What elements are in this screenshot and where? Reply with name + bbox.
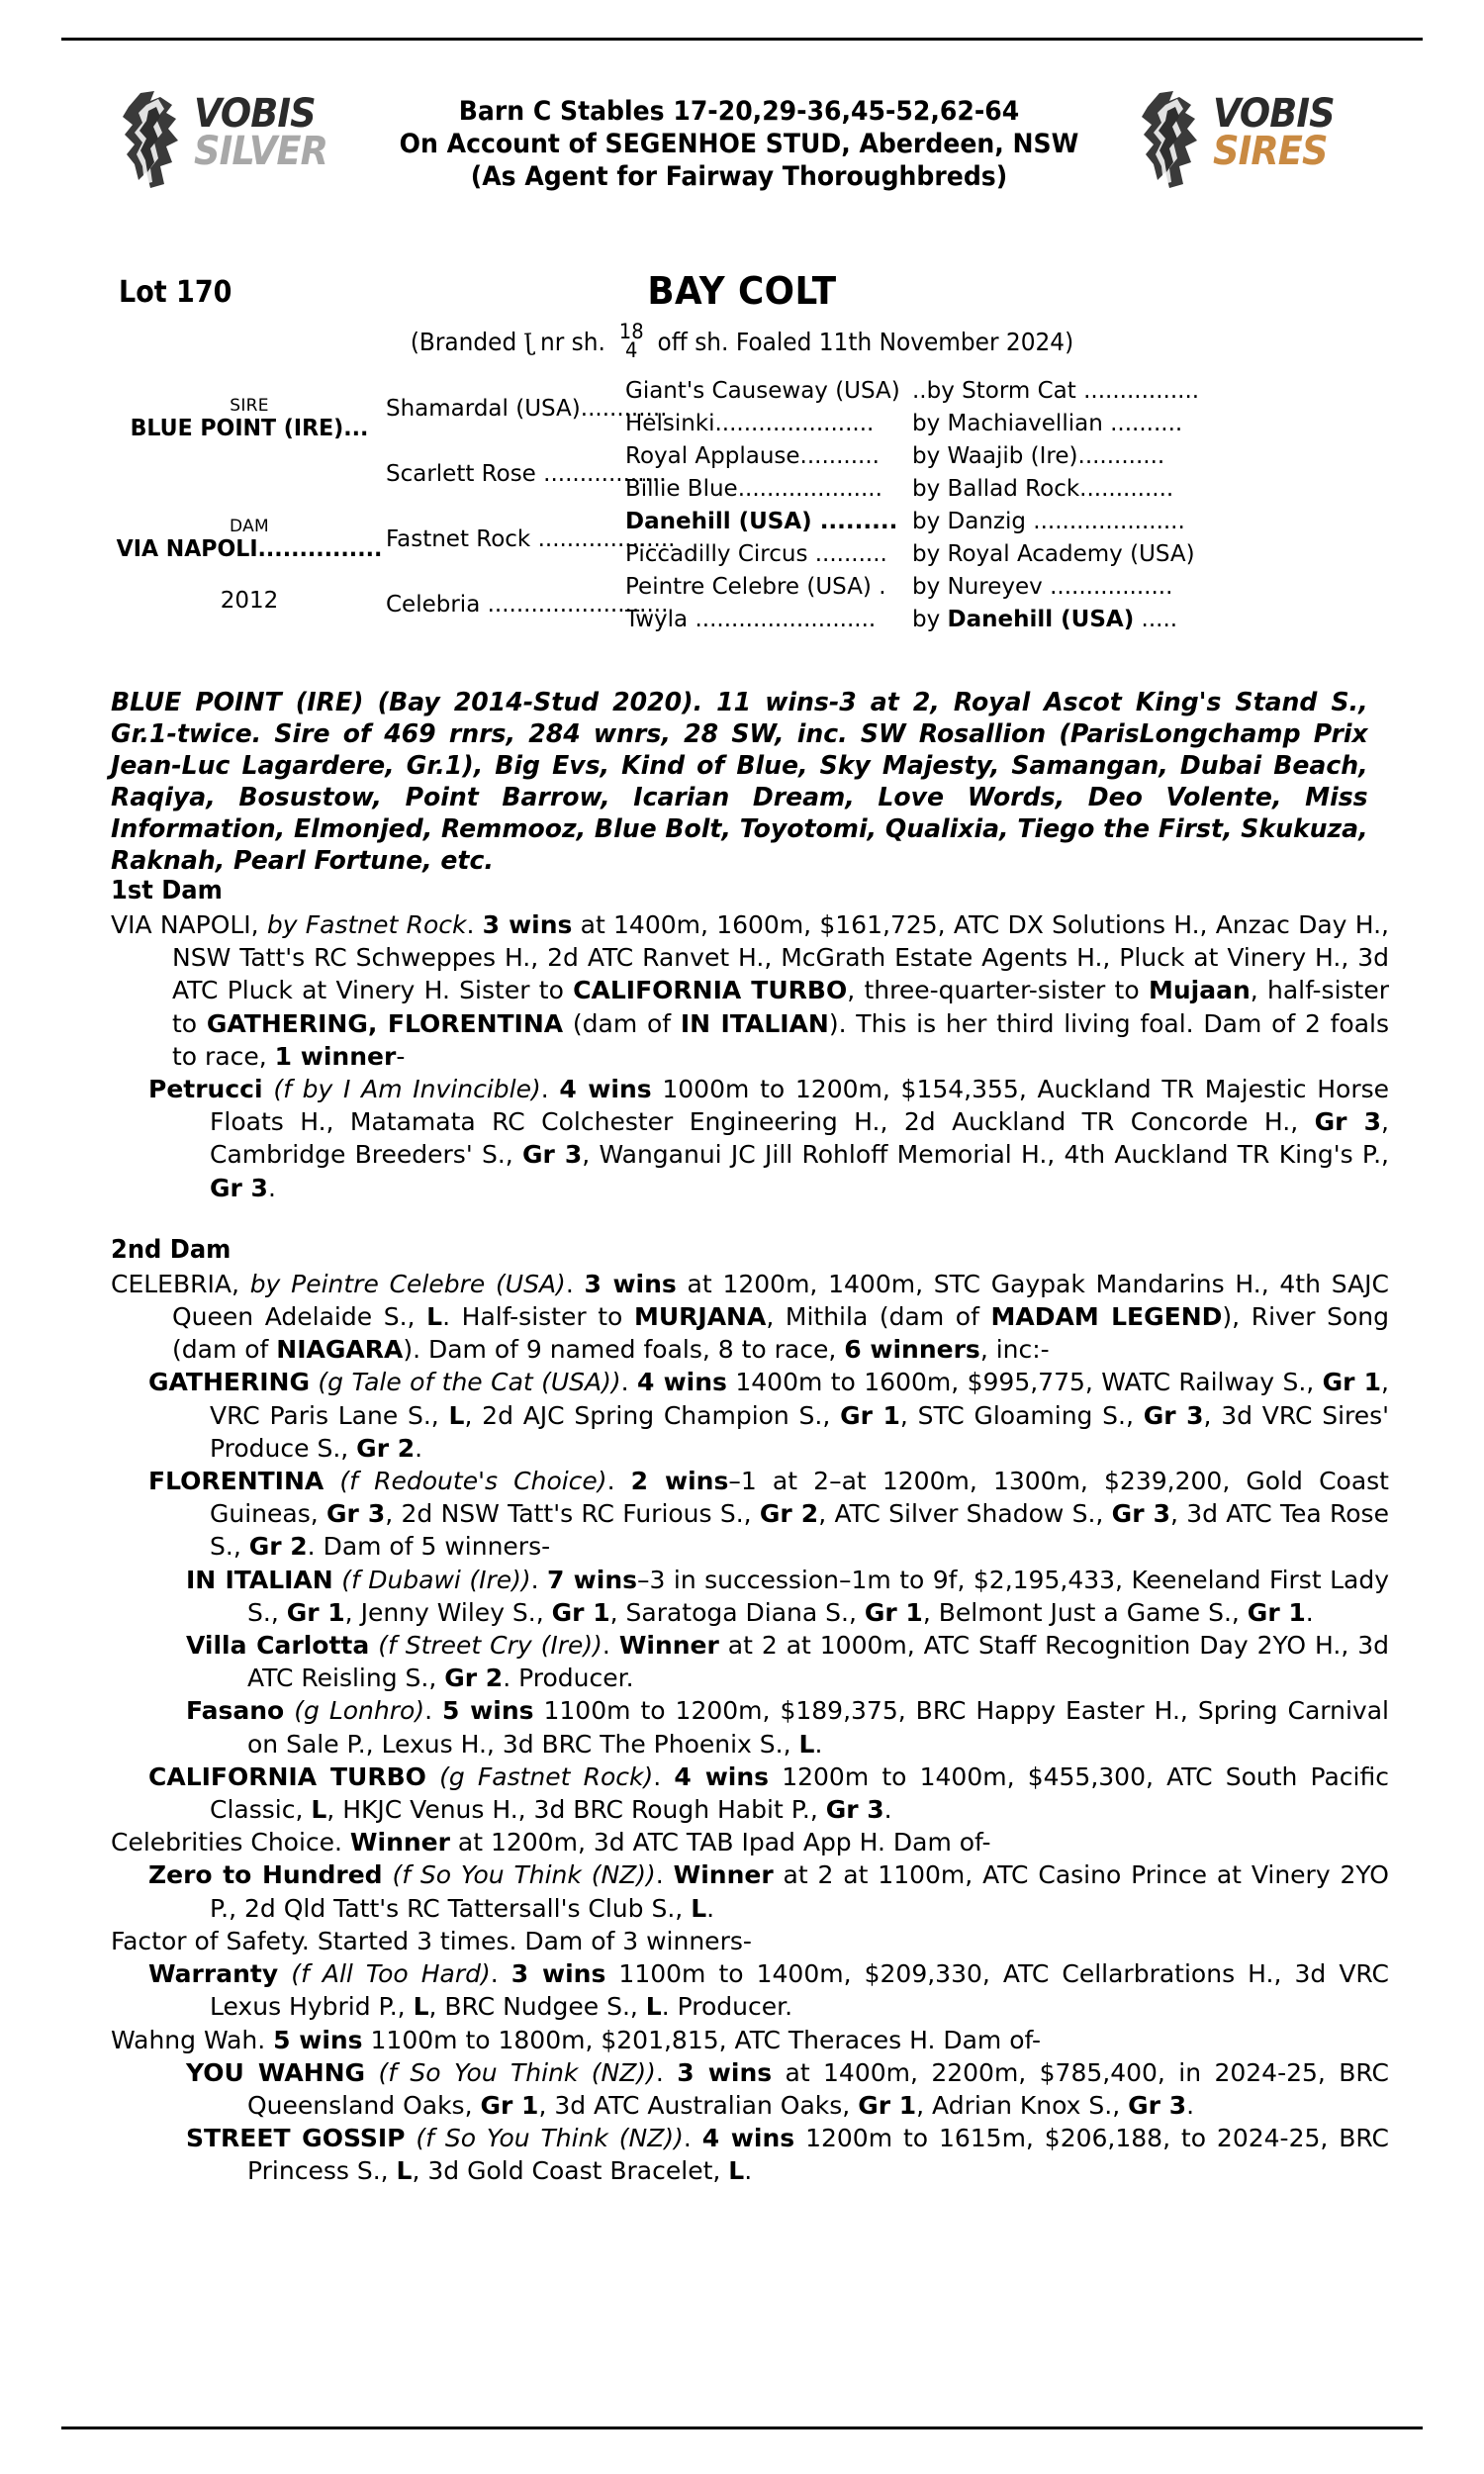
gggp-row: by Royal Academy (USA) xyxy=(912,541,1195,567)
ggp-row: Billie Blue.................... xyxy=(625,476,882,502)
vobis-sires-logo xyxy=(1140,87,1352,196)
entry-petrucci: Petrucci (f by I Am Invincible). 4 wins 1000m to 1200m, $154,355, Auckland TR Majestic Horse Floats H., Matamata RC Colchester Engineering H., 2d Auckland TR Concorde H., Gr 3, Cambridge Breeders' S., Gr 3, Wanganui JC Jill Rohloff Memorial H., 4th Auckland TR King's P., Gr 3. xyxy=(148,1075,1390,1202)
gggp-row: by Ballad Rock............. xyxy=(912,476,1174,502)
page-title: BAY COLT xyxy=(647,269,837,313)
vobis-horse-icon xyxy=(1140,89,1213,192)
entry-fasano: Fasano (g Lonhro). 5 wins 1100m to 1200m, $189,375, BRC Happy Easter H., Spring Carnival on Sale P., Lexus H., 3d BRC The Phoenix S., L. xyxy=(186,1696,1389,1759)
gggp-row: by Machiavellian .......... xyxy=(912,411,1183,436)
dam-name: VIA NAPOLI............... xyxy=(116,536,383,562)
gp-row: Celebria ......................... xyxy=(386,592,669,618)
consignor-header xyxy=(366,95,1111,193)
ggp-row: Royal Applause........... xyxy=(625,443,880,469)
vobis-sires-wordmark xyxy=(1213,91,1351,174)
brand-numerator: 18 xyxy=(618,320,644,343)
pedigree-table xyxy=(111,378,1387,632)
sire-cell xyxy=(111,396,388,441)
barn-line: Barn C Stables 17-20,29-36,45-52,62-64 xyxy=(458,96,1020,127)
vobis-word: VOBIS xyxy=(1213,91,1335,137)
ggp-row: Peintre Celebre (USA) . xyxy=(625,574,886,600)
entry-street-gossip: STREET GOSSIP (f So You Think (NZ)). 4 wins 1200m to 1615m, $206,188, to 2024-25, BRC Princess S., L, 3d Gold Coast Bracelet, L. xyxy=(186,2124,1389,2186)
branding-line xyxy=(109,320,1375,362)
vobis-silver-logo xyxy=(121,87,333,196)
gggp-row: by Nureyev ................. xyxy=(912,574,1173,600)
vobis-silver-wordmark xyxy=(194,91,332,174)
brand-prefix: (Branded xyxy=(410,328,517,356)
gp-row: Scarlett Rose ................. xyxy=(386,461,667,487)
brand-nearside: nr sh. xyxy=(539,328,605,356)
gggp-row: by Waajib (Ire)............ xyxy=(912,443,1165,469)
entry-factor-of-safety: Factor of Safety. Started 3 times. Dam of 3 winners- xyxy=(111,1926,752,1955)
silver-word: SILVER xyxy=(194,129,328,174)
ggp-row: Giant's Causeway (USA) xyxy=(625,378,900,404)
bottom-divider xyxy=(61,2426,1423,2429)
entry-celebria: CELEBRIA, by Peintre Celebre (USA). 3 wins at 1200m, 1400m, STC Gaypak Mandarins H., 4th SAJC Queen Adelaide S., L. Half-sister to MURJANA, Mithila (dam of MADAM LEGEND), River Song (dam of NIAGARA). Dam of 9 named foals, 8 to race, 6 winners, inc:- xyxy=(111,1269,1389,1365)
entry-warranty: Warranty (f All Too Hard). 3 wins 1100m to 1400m, $209,330, ATC Cellarbrations H., 3d VRC Lexus Hybrid P., L, BRC Nudgee S., L. Producer. xyxy=(148,1959,1389,2022)
sire-name: BLUE POINT (IRE)... xyxy=(130,416,369,441)
section-spacer xyxy=(111,1204,1389,1230)
gggp-row: by Danzig ..................... xyxy=(912,509,1185,534)
agent-line: (As Agent for Fairway Thoroughbreds) xyxy=(470,161,1008,192)
sire-summary: BLUE POINT (IRE) (Bay 2014-Stud 2020). 11 wins-3 at 2, Royal Ascot King's Stand S., Gr.1-twice. Sire of 469 rnrs, 284 wnrs, 28 SW, inc. SW Rosallion (ParisLongchamp Prix Jean-Luc Lagardere, Gr.1), Big Evs, Kind of Blue, Sky Majesty, Samangan, Dubai Beach, Raqiya, Bosustow, Point Barrow, Icarian Dream, Love Words, Deo Volente, Miss Information, Elmonjed, Remmooz, Blue Bolt, Toyotomi, Qualixia, Tiego the First, Skukuza, Raknah, Pearl Fortune, etc. xyxy=(111,688,1368,876)
ggp-row: Helsinki...................... xyxy=(625,411,875,436)
ggp-row: Piccadilly Circus .......... xyxy=(625,541,887,567)
dam-year: 2012 xyxy=(220,588,279,614)
gggp-row: ..by Storm Cat ................ xyxy=(912,378,1200,404)
entry-celebrities-choice: Celebrities Choice. Winner at 1200m, 3d ATC TAB Ipad App H. Dam of- xyxy=(111,1828,991,1857)
brand-fraction xyxy=(618,320,644,362)
lot-number: Lot 170 xyxy=(119,275,232,310)
ggp-row: Danehill (USA) ......... xyxy=(625,509,898,534)
entry-in-italian: IN ITALIAN (f Dubawi (Ire)). 7 wins–3 in succession–1m to 9f, $2,195,433, Keeneland First Lady S., Gr 1, Jenny Wiley S., Gr 1, Saratoga Diana S., Gr 1, Belmont Just a Game S., Gr 1. xyxy=(186,1565,1389,1627)
entry-wahng-wah: Wahng Wah. 5 wins 1100m to 1800m, $201,815, ATC Theraces H. Dam of- xyxy=(111,2025,1041,2054)
entry-via-napoli: VIA NAPOLI, by Fastnet Rock. 3 wins at 1400m, 1600m, $161,725, ATC DX Solutions H., Anzac Day H., NSW Tatt's RC Schweppes H., 2d ATC Ranvet H., McGrath Estate Agents H., Pluck at Vinery H., 3d ATC Pluck at Vinery H. Sister to CALIFORNIA TURBO, three-quarter-sister to Mujaan, half-sister to GATHERING, FLORENTINA (dam of IN ITALIAN). This is her third living foal. Dam of 2 foals to race, 1 winner- xyxy=(111,910,1390,1071)
account-line: On Account of SEGENHOE STUD, Aberdeen, NSW xyxy=(399,129,1079,159)
gp-row: Fastnet Rock ................... xyxy=(386,526,676,552)
pedigree-body xyxy=(111,871,1389,2188)
first-dam-heading: 1st Dam xyxy=(111,876,223,905)
lot-title-row xyxy=(61,269,1423,321)
entry-florentina: FLORENTINA (f Redoute's Choice). 2 wins–1 at 2–at 1200m, 1300m, $239,200, Gold Coast Guineas, Gr 3, 2d NSW Tatt's RC Furious S., Gr 2, ATC Silver Shadow S., Gr 3, 3d ATC Tea Rose S., Gr 2. Dam of 5 winners- xyxy=(148,1467,1389,1562)
second-dam-heading: 2nd Dam xyxy=(111,1234,232,1265)
vobis-horse-icon xyxy=(121,89,194,192)
dam-label: DAM xyxy=(230,517,269,536)
brand-denominator: 4 xyxy=(624,338,638,362)
gp-row: Shamardal (USA)............ xyxy=(386,396,668,422)
brand-symbol-icon: J xyxy=(522,328,534,357)
entry-you-wahng: YOU WAHNG (f So You Think (NZ)). 3 wins at 1400m, 2200m, $785,400, in 2024-25, BRC Queensland Oaks, Gr 1, 3d ATC Australian Oaks, Gr 1, Adrian Knox S., Gr 3. xyxy=(186,2057,1389,2120)
top-divider xyxy=(61,38,1423,41)
brand-suffix: off sh. Foaled 11th November 2024) xyxy=(657,328,1074,356)
page-header xyxy=(61,87,1423,206)
vobis-word: VOBIS xyxy=(194,91,316,137)
ggp-row: Twyla ......................... xyxy=(625,607,877,632)
entry-villa-carlotta: Villa Carlotta (f Street Cry (Ire)). Winner at 2 at 1000m, ATC Staff Recognition Day 2YO H., 3d ATC Reisling S., Gr 2. Producer. xyxy=(186,1631,1389,1693)
gggp-row: by Danehill (USA) ..... xyxy=(912,607,1178,632)
sires-word: SIRES xyxy=(1213,129,1328,174)
entry-zero-to-hundred: Zero to Hundred (f So You Think (NZ)). Winner at 2 at 1100m, ATC Casino Prince at Vinery 2YO P., 2d Qld Tatt's RC Tattersall's Club S., L. xyxy=(148,1860,1389,1923)
dam-cell xyxy=(111,517,388,614)
entry-gathering: GATHERING (g Tale of the Cat (USA)). 4 wins 1400m to 1600m, $995,775, WATC Railway S., Gr 1, VRC Paris Lane S., L, 2d AJC Spring Champion S., Gr 1, STC Gloaming S., Gr 3, 3d VRC Sires' Produce S., Gr 2. xyxy=(148,1368,1390,1463)
entry-california-turbo: CALIFORNIA TURBO (g Fastnet Rock). 4 wins 1200m to 1400m, $455,300, ATC South Pacific Classic, L, HKJC Venus H., 3d BRC Rough Habit P., Gr 3. xyxy=(148,1761,1389,1825)
sire-label: SIRE xyxy=(230,396,269,416)
